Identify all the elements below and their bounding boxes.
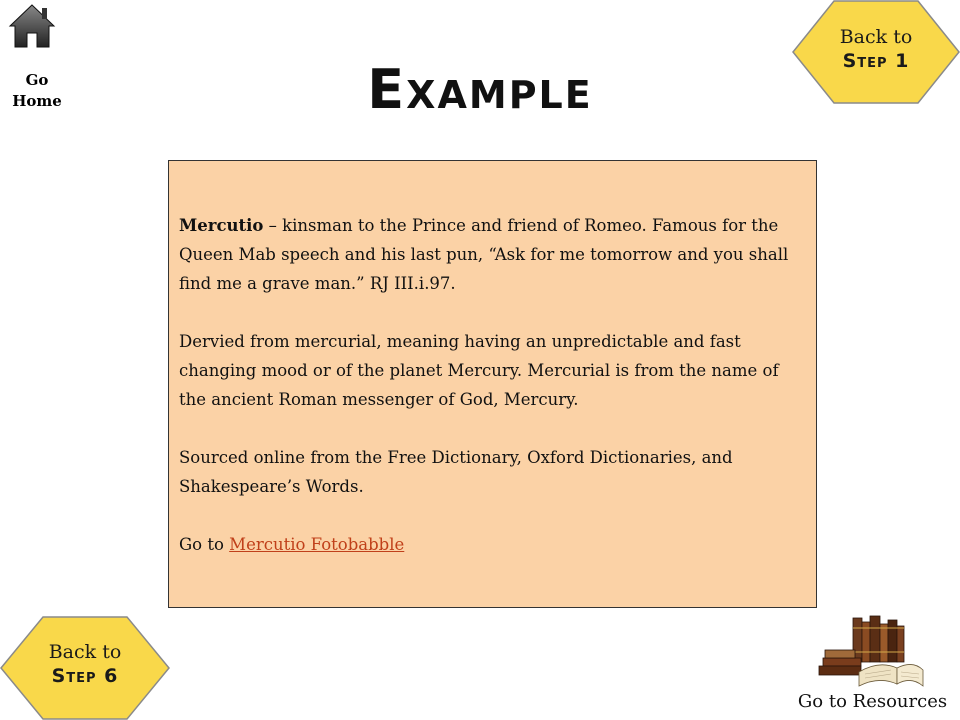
content-body — [179, 211, 804, 588]
back-to-label: Back to — [839, 26, 913, 48]
back-to-step1-label — [792, 25, 960, 73]
resources-button[interactable] — [785, 608, 960, 720]
home-label-line2: Home — [12, 92, 62, 110]
definition-text: – kinsman to the Prince and friend of Romeo. Famous for the Queen Mab speech and his last pun, “Ask for me tomorrow and you shall find me a grave man.” RJ III.i.97. — [179, 216, 789, 293]
back-to-step6-label — [0, 640, 170, 688]
fotobabble-link[interactable]: Mercutio Fotobabble — [229, 535, 405, 554]
page-title: Example — [367, 58, 593, 121]
step-label: Step 1 — [842, 50, 910, 72]
step-label: Step 6 — [51, 665, 119, 687]
home-label — [0, 70, 74, 112]
books-icon — [807, 614, 927, 688]
home-button[interactable] — [0, 0, 74, 120]
resources-label: Go to Resources — [797, 691, 948, 712]
back-to-step1-button[interactable] — [792, 0, 960, 104]
back-to-label: Back to — [48, 641, 122, 663]
derivation-paragraph: Dervied from mercurial, meaning having an unpredictable and fast changing mood or of the planet Mercury. Mercurial is from the name of the ancient Roman messenger of God, Mercury. — [179, 332, 779, 409]
link-prefix: Go to — [179, 535, 230, 554]
home-icon — [8, 2, 56, 50]
back-to-step6-button[interactable] — [0, 616, 170, 720]
term: Mercutio — [179, 216, 264, 235]
definition-paragraph — [179, 211, 804, 298]
content-card — [168, 160, 817, 608]
home-label-line1: Go — [25, 71, 49, 89]
link-paragraph — [179, 530, 804, 559]
sources-paragraph: Sourced online from the Free Dictionary, Oxford Dictionaries, and Shakespeare’s Words. — [179, 448, 733, 496]
